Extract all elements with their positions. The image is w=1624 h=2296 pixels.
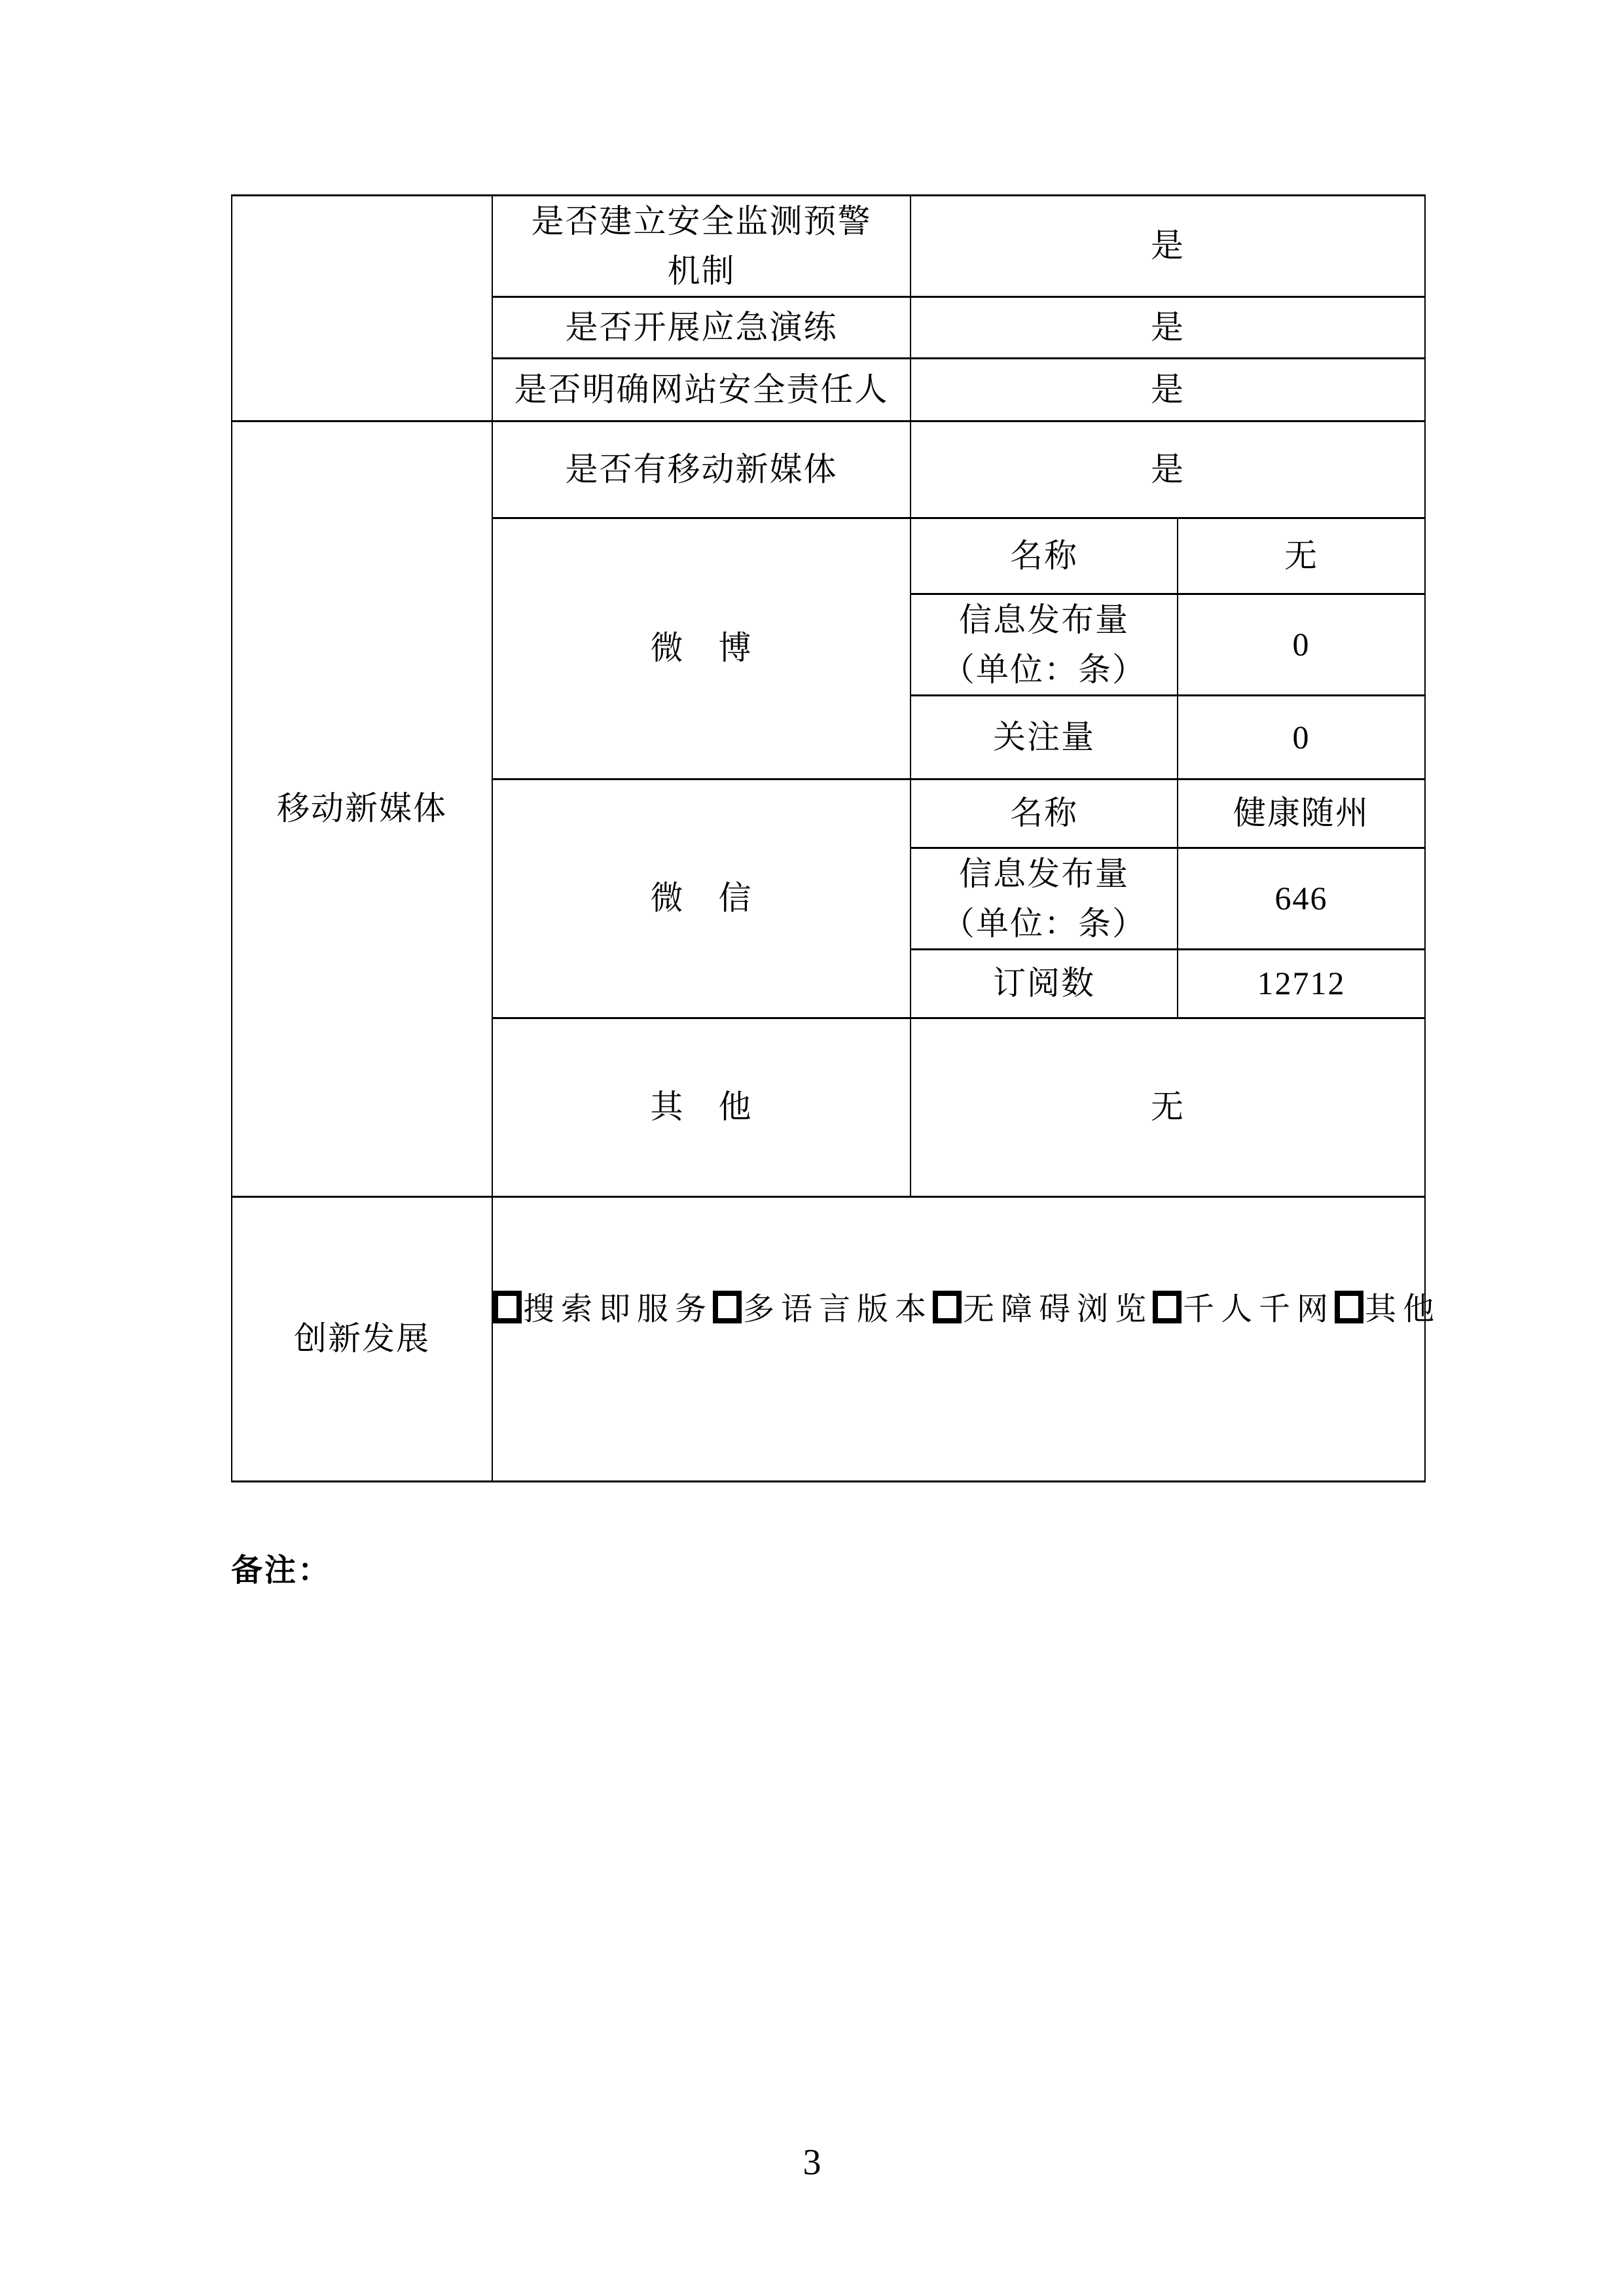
value-cell-weibo-posts: 0 <box>1178 594 1425 696</box>
table-row <box>232 1197 1425 1482</box>
row-header-mobile-media: 移动新媒体 <box>232 422 492 1197</box>
label-line: 是否建立安全监测预警 <box>531 203 872 240</box>
checkbox-icon[interactable] <box>933 1291 962 1323</box>
value-cell-weixin-posts: 646 <box>1178 848 1425 950</box>
option-accessibility-browsing <box>933 1292 1153 1327</box>
row-header-innovation: 创新发展 <box>232 1197 492 1482</box>
option-label: 千人千网 <box>1183 1291 1335 1327</box>
table-row <box>232 422 1425 518</box>
option-label: 其他 <box>1365 1291 1441 1327</box>
report-table <box>231 194 1441 1482</box>
value-cell-other-media: 无 <box>911 1018 1425 1197</box>
option-label: 多语言版本 <box>743 1291 933 1327</box>
label-cell-weibo-followers: 关注量 <box>911 696 1178 780</box>
option-label: 无障碍浏览 <box>963 1291 1153 1327</box>
label-line: （单位：条） <box>942 651 1146 688</box>
label-line: （单位：条） <box>942 905 1146 942</box>
innovation-options-cell <box>492 1197 1441 1482</box>
label-line: 信息发布量 <box>959 855 1129 892</box>
value-cell-emergency-drill: 是 <box>911 297 1425 359</box>
value-cell-security-officer: 是 <box>911 359 1425 422</box>
value-cell-weibo-name: 无 <box>1178 518 1425 594</box>
value-cell-weibo-followers: 0 <box>1178 696 1425 780</box>
label-line: 机制 <box>667 253 736 289</box>
label-cell-weibo-name: 名称 <box>911 518 1178 594</box>
option-personalized-web <box>1153 1292 1335 1327</box>
label-cell-weixin-subscribers: 订阅数 <box>911 950 1178 1018</box>
checkbox-icon[interactable] <box>493 1291 522 1323</box>
value-cell-security-warning-mechanism: 是 <box>911 196 1425 297</box>
label-line: 信息发布量 <box>959 601 1129 638</box>
checkbox-icon[interactable] <box>1335 1291 1363 1323</box>
value-cell-weixin-subscribers: 12712 <box>1178 950 1425 1018</box>
option-multilingual <box>713 1292 933 1327</box>
checkbox-icon[interactable] <box>1153 1291 1182 1323</box>
notes-label: 备注： <box>231 1553 332 1588</box>
label-cell-weibo-posts <box>911 594 1178 696</box>
innovation-options <box>493 1289 1441 1331</box>
option-label: 搜索即服务 <box>523 1291 713 1327</box>
label-cell-security-warning-mechanism <box>492 196 911 297</box>
checkbox-icon[interactable] <box>713 1291 742 1323</box>
page-number: 3 <box>803 2142 821 2183</box>
table-row <box>232 196 1425 297</box>
label-cell-other-media: 其 他 <box>492 1018 911 1197</box>
group-cell-weibo: 微 博 <box>492 518 911 780</box>
label-cell-weixin-posts <box>911 848 1178 950</box>
option-other <box>1335 1292 1441 1327</box>
label-cell-has-mobile-media: 是否有移动新媒体 <box>492 422 911 518</box>
label-cell-emergency-drill: 是否开展应急演练 <box>492 297 911 359</box>
label-cell-security-officer: 是否明确网站安全责任人 <box>492 359 911 422</box>
label-cell-weixin-name: 名称 <box>911 780 1178 848</box>
group-cell-weixin: 微 信 <box>492 780 911 1018</box>
value-cell-has-mobile-media: 是 <box>911 422 1425 518</box>
option-search-as-service <box>493 1292 713 1327</box>
value-cell-weixin-name: 健康随州 <box>1178 780 1425 848</box>
blank-section-cell <box>232 196 492 422</box>
